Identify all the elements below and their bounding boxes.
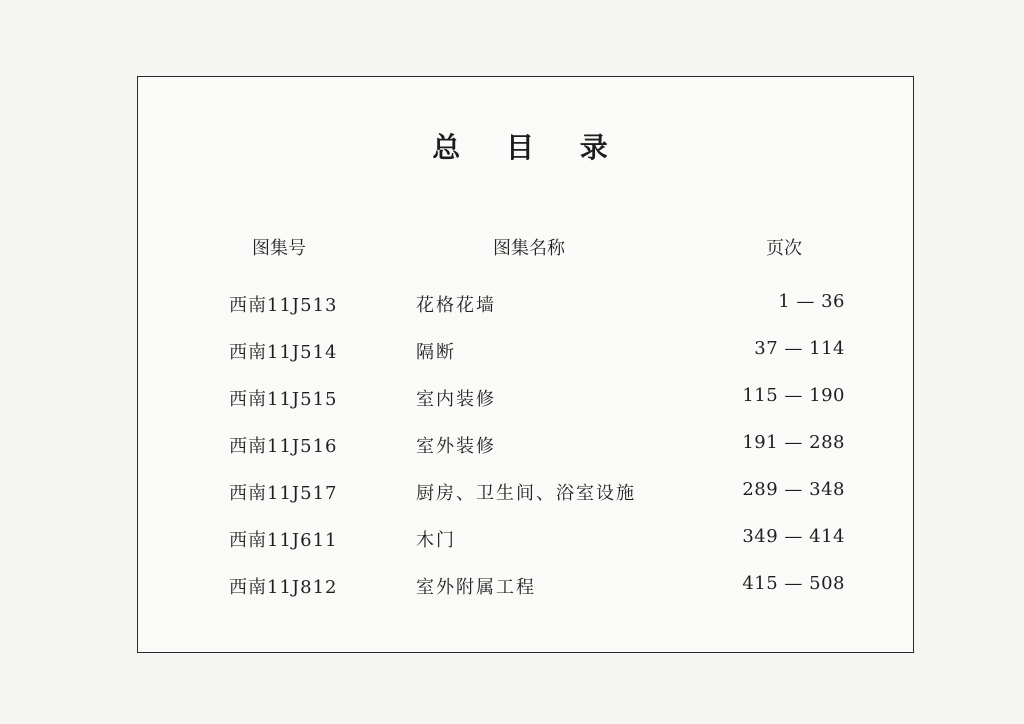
atlas-code: 西南11J611 [229,530,338,551]
table-row [0,291,1024,321]
page-range: 415 — 508 [742,573,845,594]
page-range: 289 — 348 [742,479,845,500]
atlas-code: 西南11J513 [229,295,338,316]
table-row [0,573,1024,603]
atlas-name: 厨房、卫生间、浴室设施 [416,483,636,504]
atlas-code: 西南11J517 [229,483,338,504]
column-header-name: 图集名称 [493,238,565,259]
table-row [0,385,1024,415]
table-row [0,479,1024,509]
atlas-name: 室内装修 [416,389,496,410]
column-header-pages: 页次 [766,238,802,259]
atlas-code: 西南11J514 [229,342,338,363]
atlas-code: 西南11J812 [229,577,338,598]
page-range: 115 — 190 [742,385,845,406]
atlas-name: 室外装修 [416,436,496,457]
atlas-name: 木门 [416,530,456,551]
atlas-name: 隔断 [416,342,456,363]
atlas-name: 室外附属工程 [416,577,536,598]
atlas-name: 花格花墙 [416,295,496,316]
table-row [0,432,1024,462]
page-range: 349 — 414 [742,526,845,547]
table-row [0,338,1024,368]
page-range: 1 — 36 [778,291,845,312]
table-row [0,526,1024,556]
page-range: 37 — 114 [754,338,845,359]
atlas-code: 西南11J515 [229,389,338,410]
page-title: 总 目 录 [432,131,626,164]
page-range: 191 — 288 [742,432,845,453]
column-header-code: 图集号 [252,238,306,259]
atlas-code: 西南11J516 [229,436,338,457]
